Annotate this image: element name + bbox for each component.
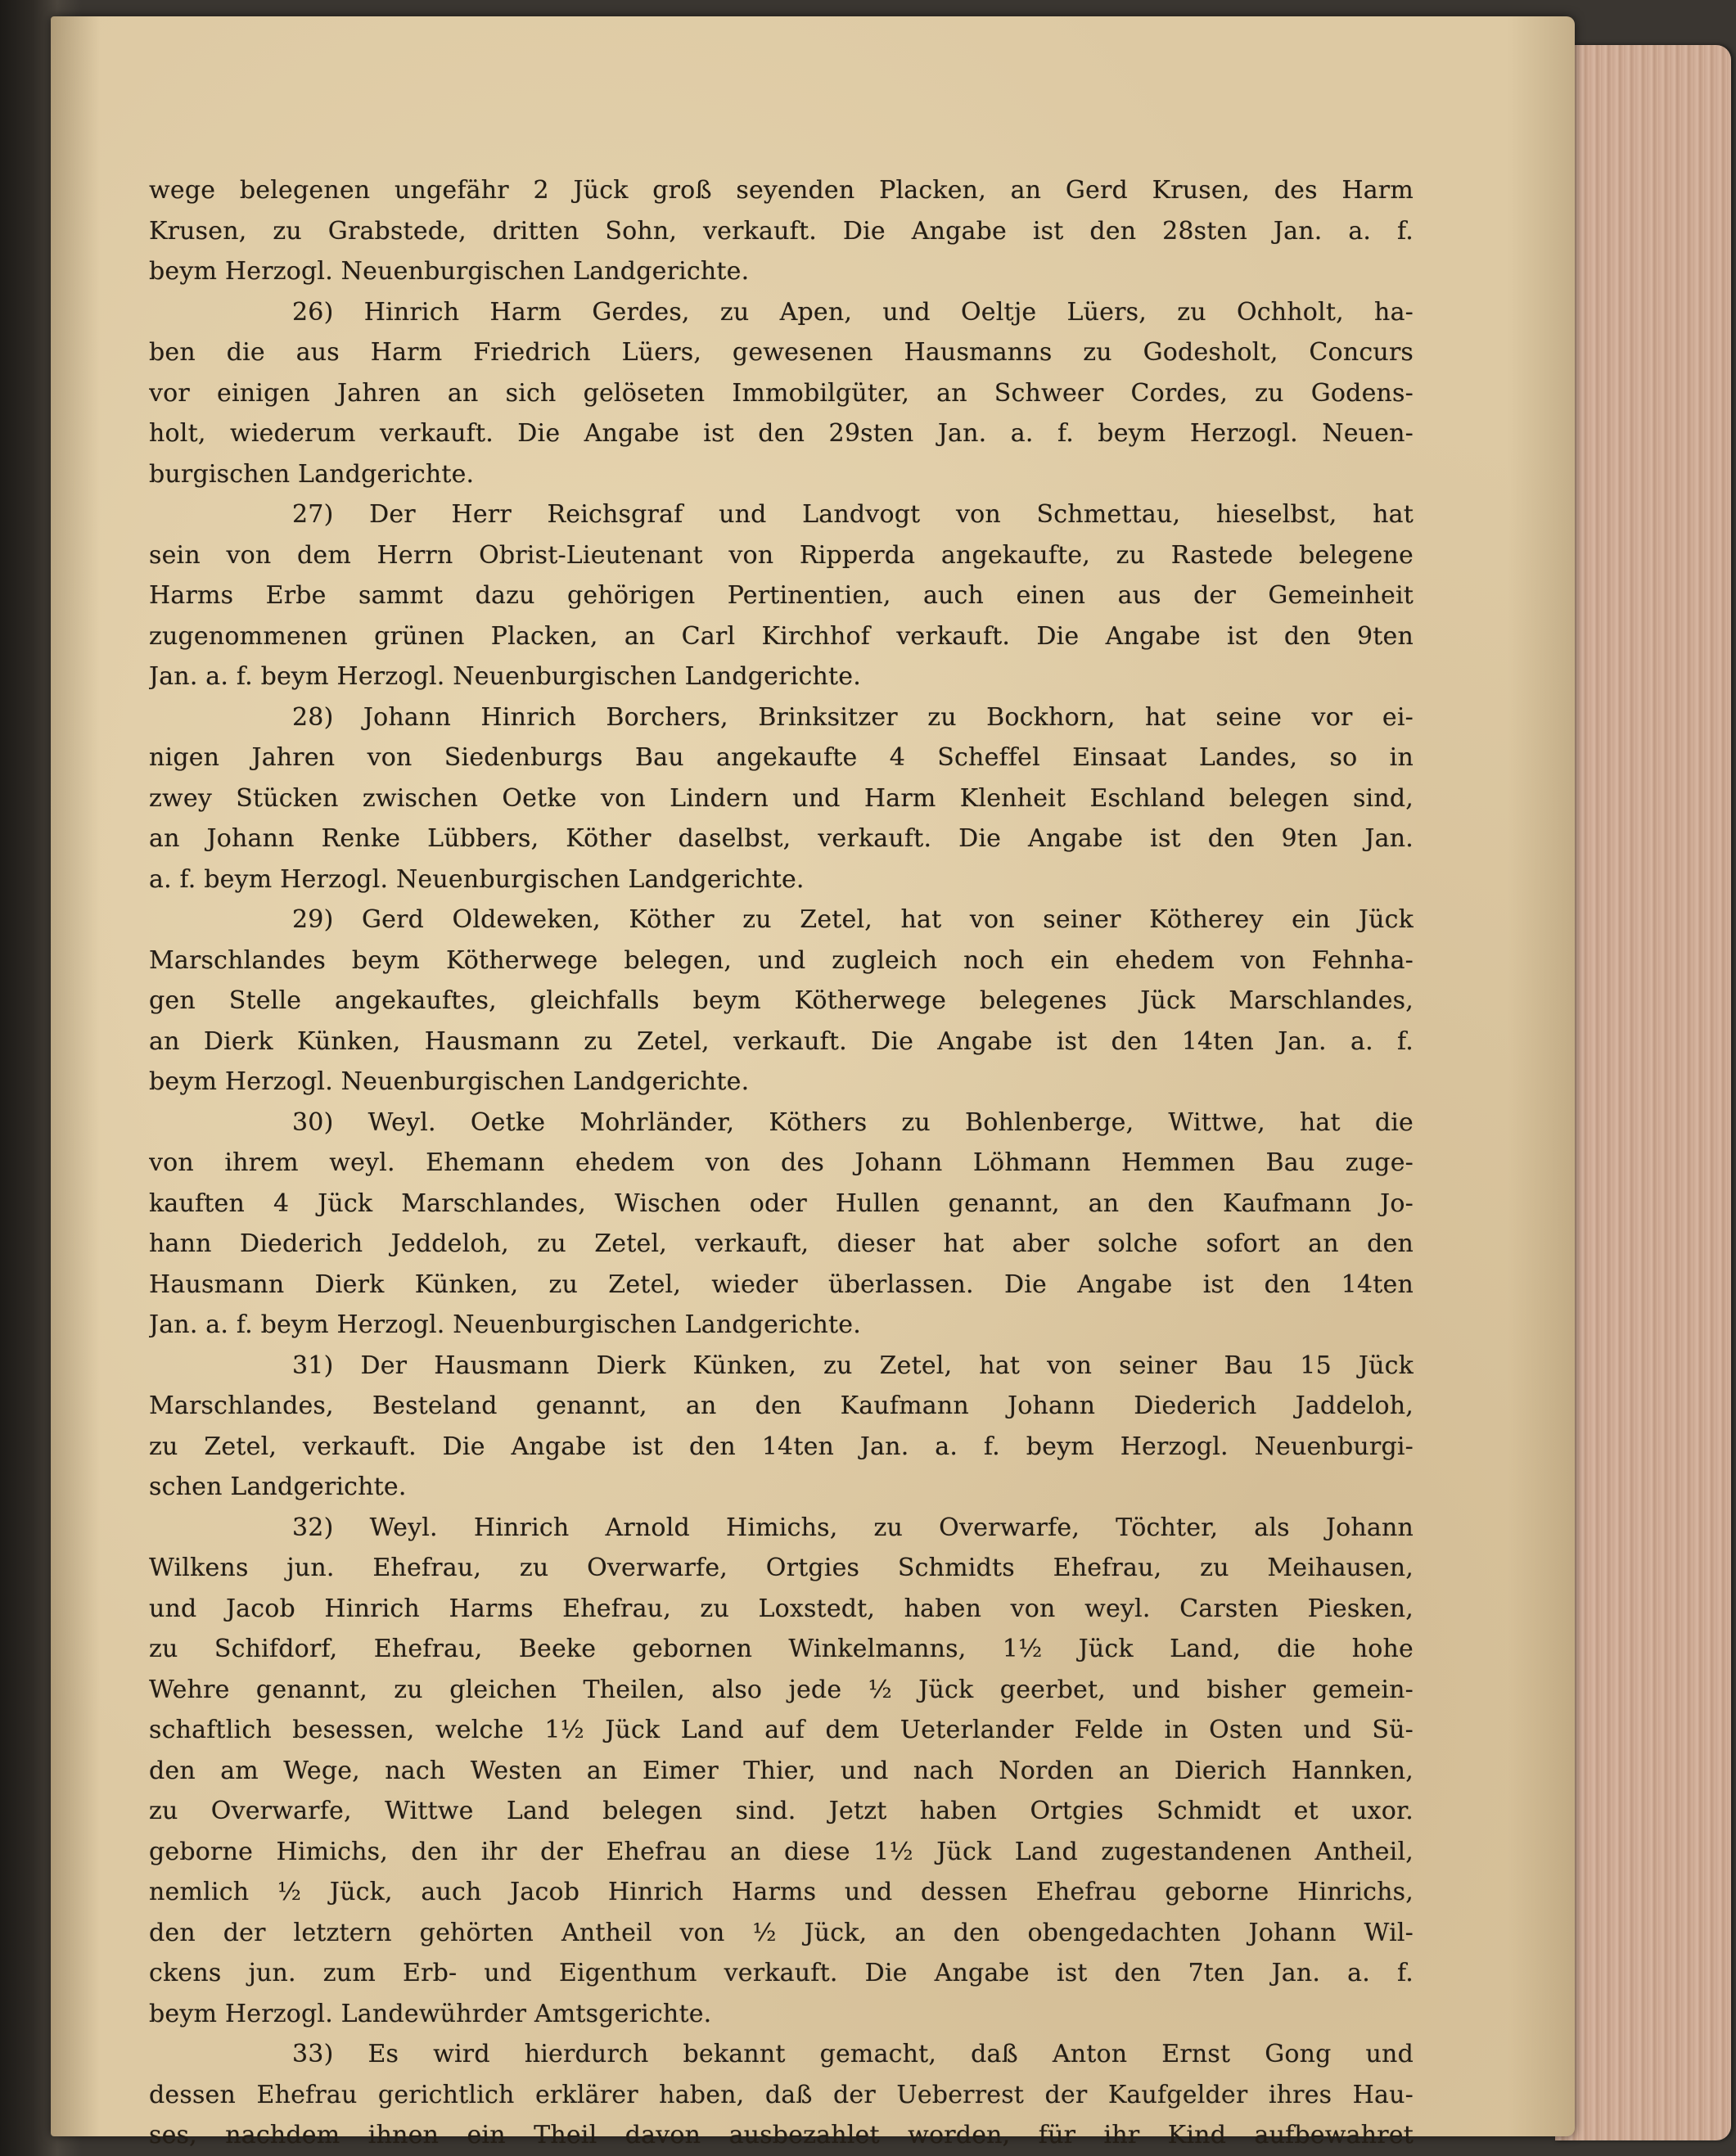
text-line: dessen Ehefrau gerichtlich erklärer haben, daß der Ueberrest der Kaufgelder ihres Hau- bbox=[149, 2080, 1414, 2109]
text-line: an Dierk Künken, Hausmann zu Zetel, verkauft. Die Angabe ist den 14ten Jan. a. f. bbox=[149, 1026, 1414, 1056]
page-edges bbox=[1555, 45, 1731, 2140]
text-line: Krusen, zu Grabstede, dritten Sohn, verkauft. Die Angabe ist den 28sten Jan. a. f. bbox=[149, 216, 1414, 246]
text-line: wege belegenen ungefähr 2 Jück groß seyenden Placken, an Gerd Krusen, des Harm bbox=[149, 176, 1414, 205]
text-line: kauften 4 Jück Marschlandes, Wischen oder Hullen genannt, an den Kaufmann Jo- bbox=[149, 1189, 1414, 1218]
text-line: zu Schifdorf, Ehefrau, Beeke gebornen Winkelmanns, 1½ Jück Land, die hohe bbox=[149, 1635, 1414, 1663]
text-line: 29) Gerd Oldeweken, Köther zu Zetel, hat von seiner Kötherey ein Jück bbox=[292, 905, 1414, 934]
text-line: Marschlandes, Besteland genannt, an den Kaufmann Johann Diederich Jaddeloh, bbox=[149, 1391, 1414, 1420]
text-line: nigen Jahren von Siedenburgs Bau angekaufte 4 Scheffel Einsaat Landes, so in bbox=[149, 743, 1414, 772]
text-line: beym Herzogl. Neuenburgischen Landgerichte. bbox=[149, 1067, 750, 1096]
text-line: burgischen Landgerichte. bbox=[149, 459, 475, 489]
text-line: sein von dem Herrn Obrist-Lieutenant von Ripperda angekaufte, zu Rastede belegene bbox=[149, 540, 1414, 570]
text-line: holt, wiederum verkauft. Die Angabe ist den 29sten Jan. a. f. beym Herzogl. Neuen- bbox=[149, 419, 1414, 448]
text-line: Harms Erbe sammt dazu gehörigen Pertinentien, auch einen aus der Gemeinheit bbox=[149, 581, 1414, 610]
text-line: 31) Der Hausmann Dierk Künken, zu Zetel, hat von seiner Bau 15 Jück bbox=[292, 1351, 1414, 1380]
text-line: zu Overwarfe, Wittwe Land belegen sind. Jetzt haben Ortgies Schmidt et uxor. bbox=[149, 1797, 1414, 1825]
page-text bbox=[149, 170, 1414, 2156]
text-line: den am Wege, nach Westen an Eimer Thier, und nach Norden an Dierich Hannken, bbox=[149, 1756, 1414, 1785]
text-line: 26) Hinrich Harm Gerdes, zu Apen, und Oeltje Lüers, zu Ochholt, ha- bbox=[292, 297, 1414, 327]
text-line: geborne Himichs, den ihr der Ehefrau an diese 1½ Jück Land zugestandenen Antheil, bbox=[149, 1837, 1414, 1866]
text-line: beym Herzogl. Landewührder Amtsgerichte. bbox=[149, 1999, 712, 2028]
text-line: Marschlandes beym Kötherwege belegen, und zugleich noch ein ehedem von Fehnha- bbox=[149, 945, 1414, 975]
text-line: schen Landgerichte. bbox=[149, 1473, 407, 1501]
text-line: beym Herzogl. Neuenburgischen Landgerichte. bbox=[149, 257, 750, 286]
text-line: ses, nachdem ihnen ein Theil davon ausbezahlet worden, für ihr Kind aufbewahret bbox=[149, 2121, 1414, 2149]
text-line: ckens jun. zum Erb- und Eigenthum verkauft. Die Angabe ist den 7ten Jan. a. f. bbox=[149, 1959, 1414, 1987]
text-line: ben die aus Harm Friedrich Lüers, gewesenen Hausmanns zu Godesholt, Concurs bbox=[149, 338, 1414, 367]
text-line: Wehre genannt, zu gleichen Theilen, also jede ½ Jück geerbet, und bisher gemein- bbox=[149, 1675, 1414, 1704]
text-line: 33) Es wird hierdurch bekannt gemacht, daß Anton Ernst Gong und bbox=[292, 2040, 1414, 2068]
text-line: zwey Stücken zwischen Oetke von Lindern und Harm Klenheit Eschland belegen sind, bbox=[149, 783, 1414, 813]
text-line: Jan. a. f. beym Herzogl. Neuenburgischen Landgerichte. bbox=[149, 1310, 861, 1339]
text-line: Hausmann Dierk Künken, zu Zetel, wieder überlassen. Die Angabe ist den 14ten bbox=[149, 1270, 1414, 1299]
text-line: schaftlich besessen, welche 1½ Jück Land auf dem Ueterlander Felde in Osten und Sü- bbox=[149, 1716, 1414, 1744]
text-line: Wilkens jun. Ehefrau, zu Overwarfe, Ortgies Schmidts Ehefrau, zu Meihausen, bbox=[149, 1554, 1414, 1582]
text-line: den der letztern gehörten Antheil von ½ Jück, an den obengedachten Johann Wil- bbox=[149, 1918, 1414, 1947]
text-line: 32) Weyl. Hinrich Arnold Himichs, zu Overwarfe, Töchter, als Johann bbox=[292, 1513, 1414, 1542]
text-line: Jan. a. f. beym Herzogl. Neuenburgischen Landgerichte. bbox=[149, 662, 861, 691]
text-line: 30) Weyl. Oetke Mohrländer, Köthers zu Bohlenberge, Wittwe, hat die bbox=[292, 1107, 1414, 1137]
text-line: zu Zetel, verkauft. Die Angabe ist den 14ten Jan. a. f. beym Herzogl. Neuenburgi- bbox=[149, 1432, 1414, 1461]
text-line: gen Stelle angekauftes, gleichfalls beym Kötherwege belegenes Jück Marschlandes, bbox=[149, 986, 1414, 1015]
text-line: nemlich ½ Jück, auch Jacob Hinrich Harms und dessen Ehefrau geborne Hinrichs, bbox=[149, 1878, 1414, 1906]
text-line: 28) Johann Hinrich Borchers, Brinksitzer zu Bockhorn, hat seine vor ei- bbox=[292, 702, 1414, 732]
text-line: an Johann Renke Lübbers, Köther daselbst, verkauft. Die Angabe ist den 9ten Jan. bbox=[149, 824, 1414, 853]
text-line: und Jacob Hinrich Harms Ehefrau, zu Loxstedt, haben von weyl. Carsten Piesken, bbox=[149, 1594, 1414, 1623]
text-line: 27) Der Herr Reichsgraf und Landvogt von Schmettau, hieselbst, hat bbox=[292, 500, 1414, 529]
text-line: hann Diederich Jeddeloh, zu Zetel, verkauft, dieser hat aber solche sofort an den bbox=[149, 1229, 1414, 1258]
text-line: vor einigen Jahren an sich gelöseten Immobilgüter, an Schweer Cordes, zu Godens- bbox=[149, 378, 1414, 408]
text-line: a. f. beym Herzogl. Neuenburgischen Landgerichte. bbox=[149, 864, 805, 894]
text-line: von ihrem weyl. Ehemann ehedem von des Johann Löhmann Hemmen Bau zuge- bbox=[149, 1148, 1414, 1177]
text-line: zugenommenen grünen Placken, an Carl Kirchhof verkauft. Die Angabe ist den 9ten bbox=[149, 621, 1414, 651]
book-page bbox=[51, 16, 1575, 2149]
